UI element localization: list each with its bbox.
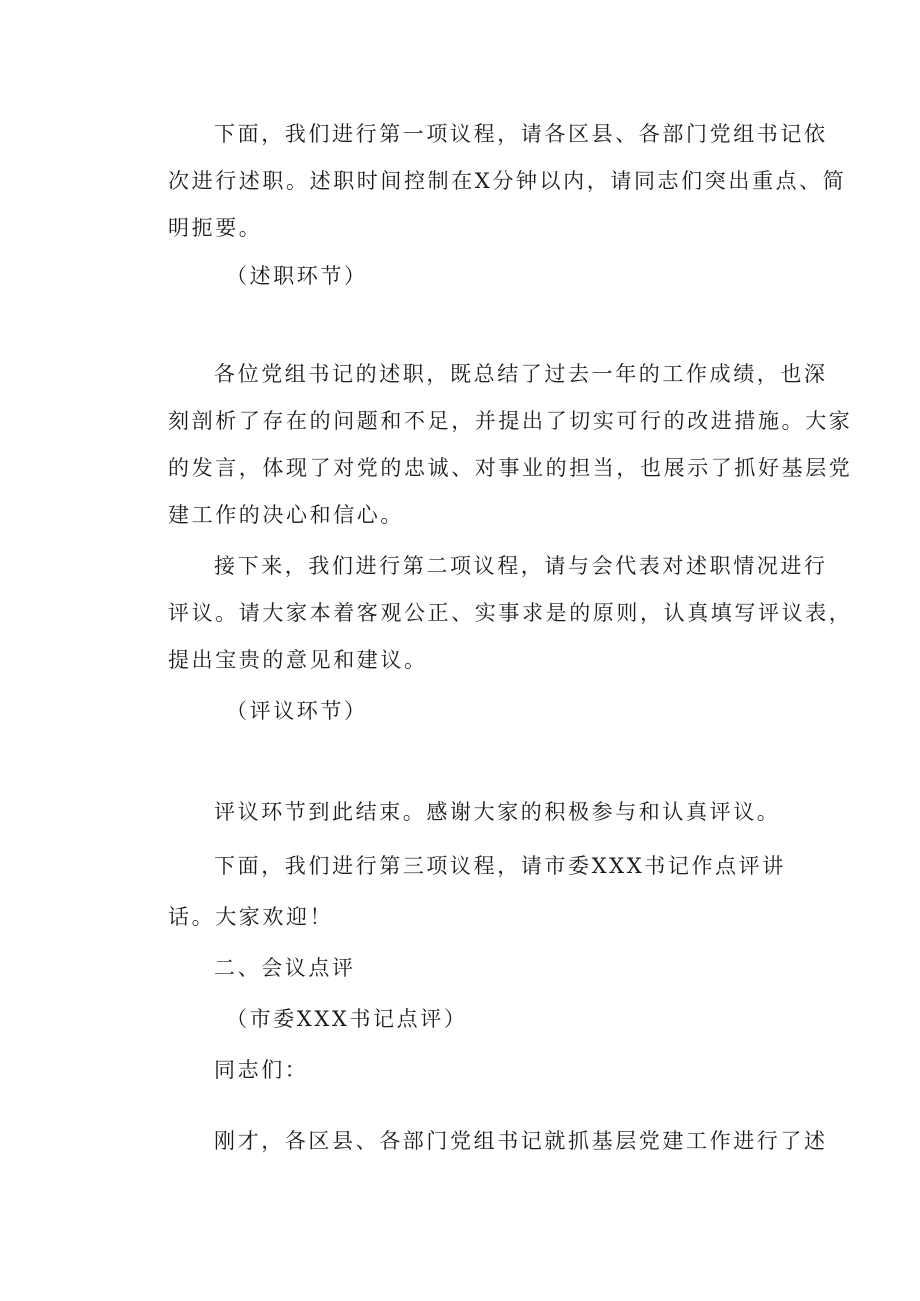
stage-note-review: （评议环节）: [226, 699, 368, 723]
stage-note-comment: （市委XXX书记点评）: [226, 1007, 468, 1031]
paragraph-summary-line-1: 各位党组书记的述职，既总结了过去一年的工作成绩，也深: [214, 362, 828, 386]
paragraph-agenda-two-line-1: 接下来，我们进行第二项议程，请与会代表对述职情况进行: [214, 554, 828, 578]
paragraph-review-end: 评议环节到此结束。感谢大家的积极参与和认真评议。: [214, 800, 781, 824]
paragraph-agenda-three-line-2: 话。大家欢迎！: [168, 905, 334, 929]
paragraph-summary-line-3: 的发言，体现了对党的忠诚、对事业的担当，也展示了抓好基层党: [168, 456, 853, 480]
paragraph-agenda-one-line-3: 明扼要。: [168, 216, 263, 240]
paragraph-summary-line-4: 建工作的决心和信心。: [168, 503, 404, 527]
paragraph-agenda-one-line-2: 次进行述职。述职时间控制在X分钟以内，请同志们突出重点、简: [168, 169, 847, 193]
greeting: 同志们：: [214, 1058, 309, 1082]
paragraph-agenda-three-line-1: 下面，我们进行第三项议程，请市委XXX书记作点评讲: [214, 854, 786, 878]
stage-note-report: （述职环节）: [226, 264, 368, 288]
paragraph-closing-line-1: 刚才，各区县、各部门党组书记就抓基层党建工作进行了述: [214, 1129, 828, 1153]
paragraph-agenda-one-line-1: 下面，我们进行第一项议程，请各区县、各部门党组书记依: [214, 122, 828, 146]
paragraph-agenda-two-line-2: 评议。请大家本着客观公正、实事求是的原则，认真填写评议表，: [168, 601, 853, 625]
section-heading: 二、会议点评: [214, 956, 356, 980]
paragraph-summary-line-2: 刻剖析了存在的问题和不足，并提出了切实可行的改进措施。大家: [168, 409, 853, 433]
paragraph-agenda-two-line-3: 提出宝贵的意见和建议。: [168, 648, 428, 672]
